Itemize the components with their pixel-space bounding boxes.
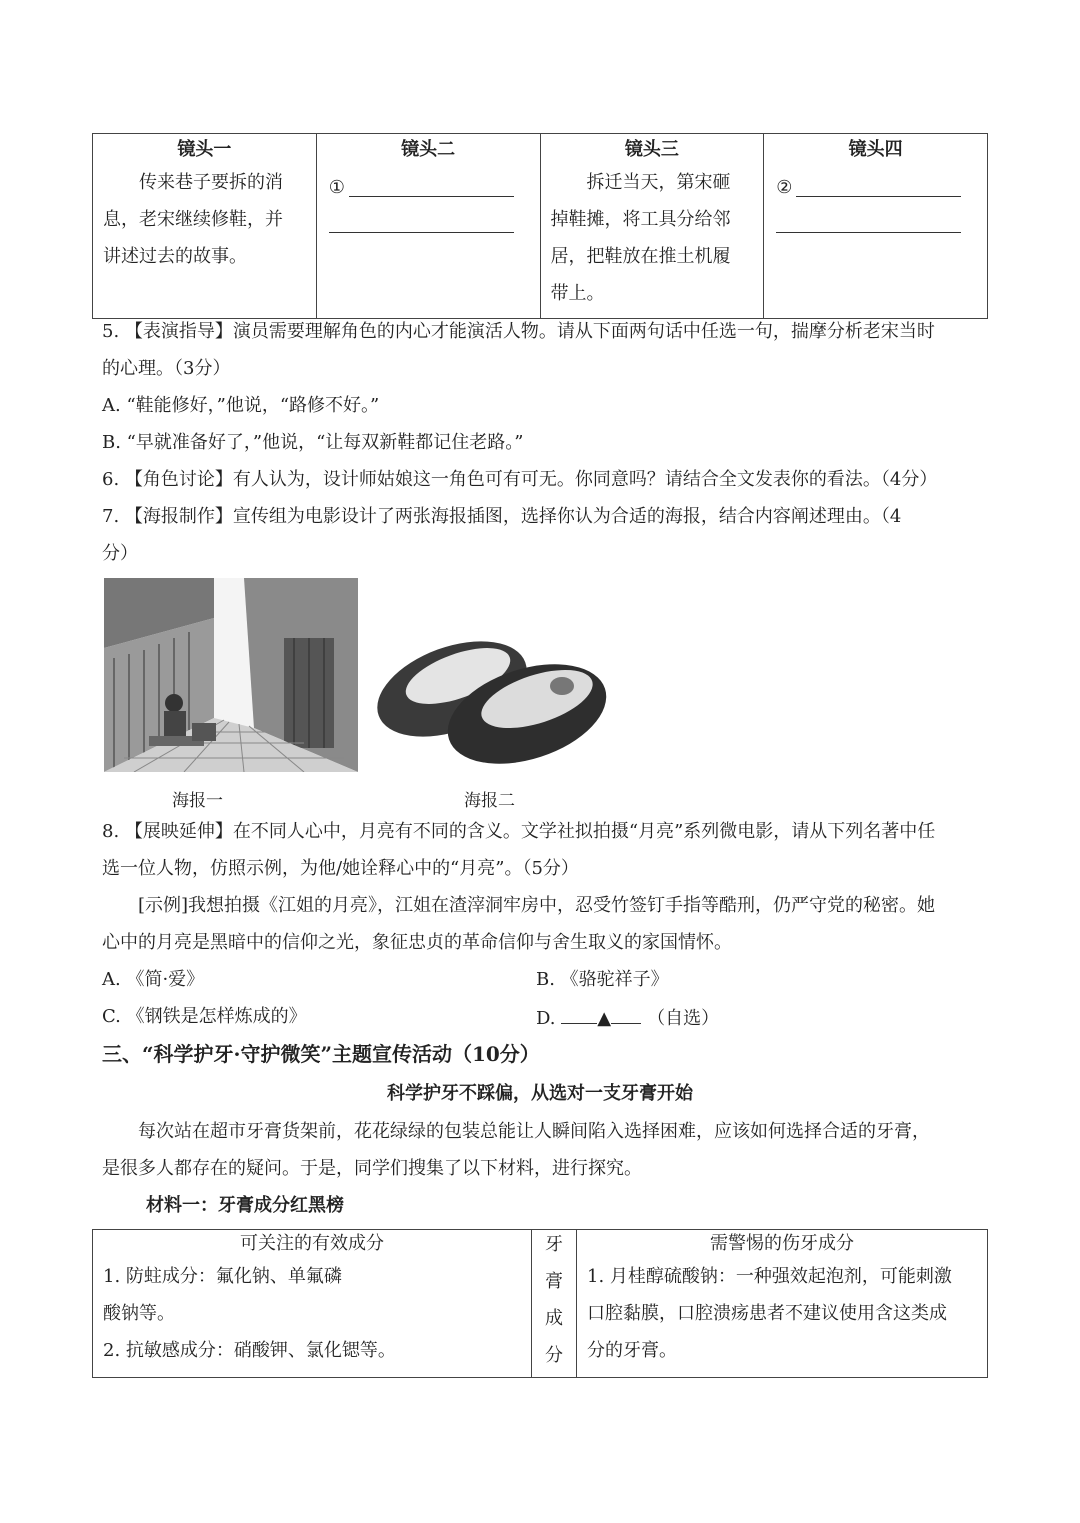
answer-blank-line[interactable] xyxy=(776,232,961,233)
shot-4-cell xyxy=(764,134,987,318)
harmful-ingredient-line: 1. 月桂醇硫酸钠：一种强效起泡剂，可能刺激 xyxy=(587,1266,952,1287)
section-3-subtitle: 科学护牙不踩偏，从选对一支牙膏开始 xyxy=(387,1083,693,1104)
harmful-ingredient-line: 分的牙膏。 xyxy=(587,1340,677,1361)
effective-ingredient-line: 酸钠等。 xyxy=(103,1303,175,1324)
section-3-para-line2: 是很多人都存在的疑问。于是，同学们搜集了以下材料，进行探究。 xyxy=(102,1158,642,1179)
q8-option-a: A. 《简·爱》 xyxy=(102,969,205,990)
shot-1-line: 讲述过去的故事。 xyxy=(103,246,247,267)
triangle-mark: ▲ xyxy=(597,1008,612,1029)
shots-table xyxy=(92,133,988,319)
q8-example-line2: 心中的月亮是黑暗中的信仰之光，象征忠贞的革命信仰与舍生取义的家国情怀。 xyxy=(102,932,732,953)
shot-1-header: 镜头一 xyxy=(177,139,232,160)
q8-line1: 8. 【展映延伸】在不同人心中，月亮有不同的含义。文学社拟拍摄“月亮”系列微电影，请从下列名著中任 xyxy=(102,821,936,842)
harmful-ingredients-column xyxy=(577,1230,987,1377)
q5-option-a: A. “鞋能修好，”他说，“路修不好。” xyxy=(102,395,380,416)
q6-line1: 6. 【角色讨论】有人认为，设计师姑娘这一角色可有可无。你同意吗？请结合全文发表你的看法。（4分） xyxy=(102,469,938,490)
shot-3-line: 居，把鞋放在推土机履 xyxy=(550,246,731,267)
q8-example-line1: [示例]我想拍摄《江姐的月亮》，江姐在渣滓洞牢房中，忍受竹签钉手指等酷刑，仍严守党的秘密。她 xyxy=(138,895,936,916)
q5-line2: 的心理。（3分） xyxy=(102,358,231,379)
shot-1-line: 传来巷子要拆的消 xyxy=(139,172,283,193)
poster-1-alley-illustration xyxy=(104,578,358,772)
answer-blank-line[interactable] xyxy=(349,196,514,197)
answer-blank-line[interactable] xyxy=(561,1003,597,1024)
q8-line2: 选一位人物，仿照示例，为他/她诠释心中的“月亮”。（5分） xyxy=(102,858,579,879)
toothpaste-ingredients-label-column: 牙 膏 成 分 xyxy=(532,1230,577,1377)
shot-3-line: 拆迁当天，第宋砸 xyxy=(586,172,731,193)
shot-2-header: 镜头二 xyxy=(401,139,456,160)
section-3-title: 三、“科学护牙·守护微笑”主题宣传活动（10分） xyxy=(102,1042,540,1066)
shot-3-header: 镜头三 xyxy=(624,139,679,160)
harmful-ingredients-header: 需警惕的伤牙成分 xyxy=(710,1233,854,1254)
shot-3-line: 带上。 xyxy=(550,283,605,304)
q7-line2: 分） xyxy=(102,543,138,564)
effective-ingredients-column xyxy=(93,1230,532,1377)
blank-marker-2: ② xyxy=(776,177,793,198)
effective-ingredient-line: 1. 防蛀成分：氟化钠、单氟磷 xyxy=(103,1266,342,1287)
section-3-para-line1: 每次站在超市牙膏货架前，花花绿绿的包装总能让人瞬间陷入选择困难，应该如何选择合适的牙膏， xyxy=(138,1121,930,1142)
poster-2-caption: 海报二 xyxy=(464,791,515,811)
q5-option-b: B. “早就准备好了，”他说，“让每双新鞋都记住老路。” xyxy=(102,432,524,453)
q8-option-b: B. 《骆驼祥子》 xyxy=(536,969,669,990)
q7-line1: 7. 【海报制作】宣传组为电影设计了两张海报插图，选择你认为合适的海报，结合内容阐述理由。（4 xyxy=(102,506,902,527)
effective-ingredients-header: 可关注的有效成分 xyxy=(240,1233,384,1254)
q5-line1: 5. 【表演指导】演员需要理解角色的内心才能演活人物。请从下面两句话中任选一句，揣摩分析老宋当时 xyxy=(102,321,935,342)
toothpaste-ingredients-table xyxy=(92,1229,988,1378)
shot-1-line: 息，老宋继续修鞋，并 xyxy=(103,209,283,230)
blank-marker-1: ① xyxy=(328,177,345,198)
poster-2-shoes-illustration xyxy=(362,604,622,774)
effective-ingredient-line: 2. 抗敏感成分：硝酸钾、氯化锶等。 xyxy=(103,1340,396,1361)
q8-option-c: C. 《钢铁是怎样炼成的》 xyxy=(102,1006,307,1027)
shot-4-header: 镜头四 xyxy=(848,139,903,160)
shot-1-cell xyxy=(93,134,317,318)
shot-3-line: 掉鞋摊，将工具分给邻 xyxy=(550,209,731,230)
shot-2-cell xyxy=(317,134,541,318)
poster-1-caption: 海报一 xyxy=(172,791,223,811)
material-1-title: 材料一：牙膏成分红黑榜 xyxy=(146,1195,344,1216)
q8-option-d: D. ▲ （自选） xyxy=(536,1003,719,1033)
answer-blank-line[interactable] xyxy=(611,1003,641,1024)
shot-3-cell xyxy=(541,134,765,318)
answer-blank-line[interactable] xyxy=(796,196,961,197)
harmful-ingredient-line: 口腔黏膜，口腔溃疡患者不建议使用含这类成 xyxy=(587,1303,947,1324)
answer-blank-line[interactable] xyxy=(329,232,514,233)
